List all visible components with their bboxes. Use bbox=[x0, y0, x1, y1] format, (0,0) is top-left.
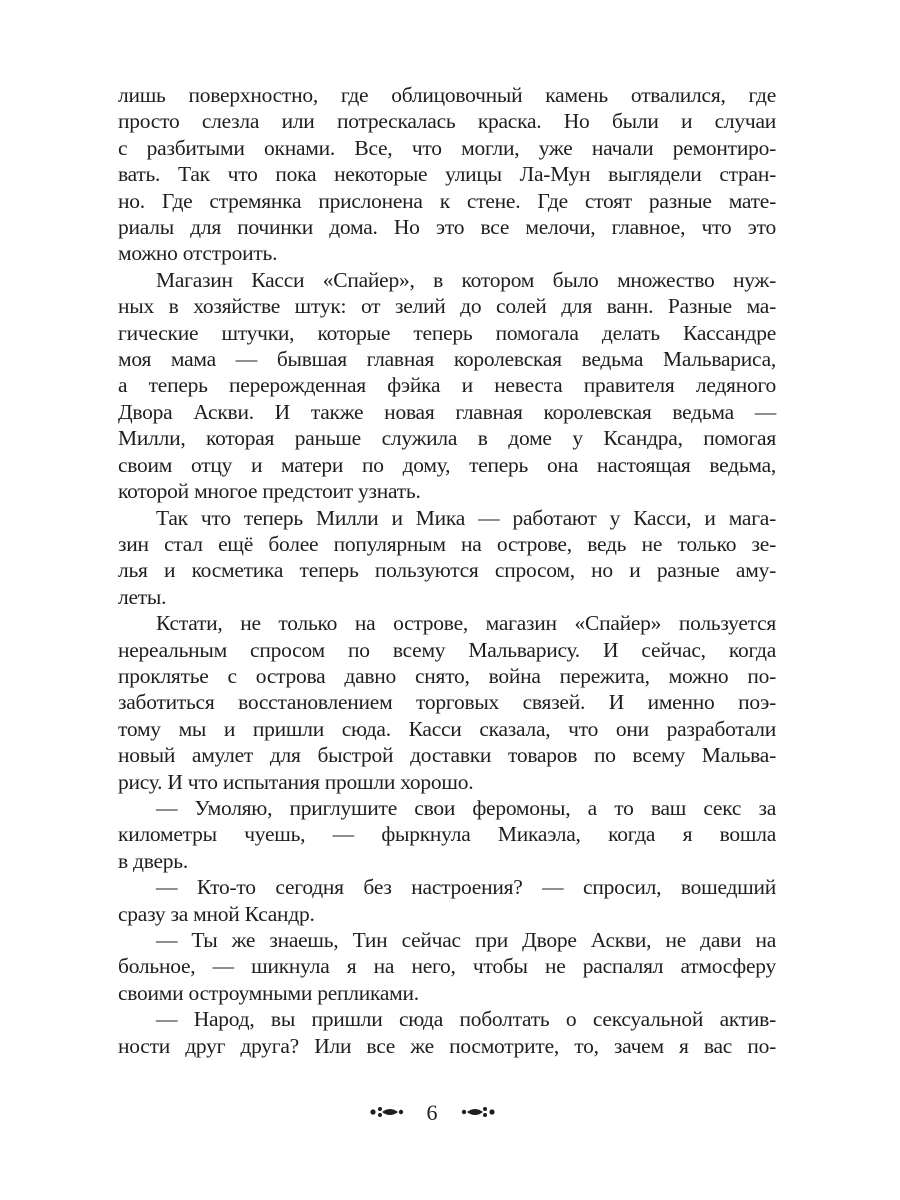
text-line: Кстати, не только на острове, магазин «Спайер» пользуется bbox=[156, 611, 776, 636]
text-line: Милли, которая раньше служила в доме у Ксандра, помогая bbox=[118, 426, 776, 451]
text-line: сразу за мной Ксандр. bbox=[118, 901, 315, 926]
floral-ornament-left-icon bbox=[368, 1104, 404, 1120]
text-line: лишь поверхностно, где облицовочный камень отвалился, где bbox=[118, 83, 776, 107]
text-line: километры чуешь, — фыркнула Микаэла, когда я вошла bbox=[118, 822, 776, 847]
floral-ornament-right-icon bbox=[461, 1104, 497, 1120]
text-line: ных в хозяйстве штук: от зелий до солей для ванн. Разные ма- bbox=[118, 294, 776, 319]
text-line: — Ты же знаешь, Тин сейчас при Дворе Аскви, не дави на bbox=[156, 928, 776, 952]
text-line: можно отстроить. bbox=[118, 241, 278, 266]
text-line: Так что теперь Милли и Мика — работают у Касси, и мага- bbox=[156, 505, 776, 530]
text-line: тому мы и пришли сюда. Касси сказала, что они разработали bbox=[118, 716, 776, 741]
text-line: леты. bbox=[118, 584, 167, 609]
text-line: новый амулет для быстрой доставки товаров по всему Мальва- bbox=[118, 743, 776, 768]
text-line: проклятье с острова давно снято, война пережита, можно по- bbox=[118, 663, 776, 688]
text-line: — Умоляю, приглушите свои феромоны, а то ваш секс за bbox=[156, 795, 776, 820]
text-line: — Народ, вы пришли сюда поболтать о сексуальной актив- bbox=[156, 1007, 776, 1032]
text-line: ности друг друга? Или все же посмотрите, то, зачем я вас по- bbox=[118, 1033, 776, 1058]
text-line: — Кто-то сегодня без настроения? — спросил, вошедший bbox=[156, 875, 776, 900]
text-line: моя мама — бывшая главная королевская ведьма Мальвариса, bbox=[118, 347, 776, 372]
page-number: 6 bbox=[426, 1100, 438, 1125]
text-line: а теперь перерожденная фэйка и невеста правителя ледяного bbox=[118, 373, 776, 398]
text-line: зин стал ещё более популярным на острове, ведь не только зе- bbox=[118, 531, 776, 556]
text-line: своим отцу и матери по дому, теперь она настоящая ведьма, bbox=[118, 452, 776, 477]
text-line: с разбитыми окнами. Все, что могли, уже начали ремонтиро- bbox=[118, 135, 776, 160]
text-line: рису. И что испытания прошли хорошо. bbox=[118, 769, 474, 794]
text-line: Двора Аскви. И также новая главная королевская ведьма — bbox=[118, 399, 776, 424]
text-line: больное, — шикнула я на него, чтобы не распалял атмосферу bbox=[118, 954, 776, 979]
text-line: риалы для починки дома. Но это все мелочи, главное, что это bbox=[118, 215, 776, 240]
page-body-text bbox=[118, 82, 776, 1059]
text-line: просто слезла или потрескалась краска. Но были и случаи bbox=[118, 109, 776, 134]
text-line: но. Где стремянка прислонена к стене. Где стоят разные мате- bbox=[118, 188, 776, 213]
text-line: в дверь. bbox=[118, 848, 188, 873]
text-line: лья и косметика теперь пользуются спросом, но и разные аму- bbox=[118, 558, 776, 583]
text-line: вать. Так что пока некоторые улицы Ла-Мун выглядели стран- bbox=[118, 162, 776, 187]
text-line: заботиться восстановлением торговых связей. И именно поэ- bbox=[118, 690, 776, 715]
text-line: нереальным спросом по всему Мальварису. И сейчас, когда bbox=[118, 637, 776, 662]
text-line: своими остроумными репликами. bbox=[118, 980, 419, 1005]
text-line: которой многое предстоит узнать. bbox=[118, 479, 421, 504]
text-line: Магазин Касси «Спайер», в котором было множество нуж- bbox=[156, 267, 776, 292]
text-line: гические штучки, которые теперь помогала делать Кассандре bbox=[118, 320, 776, 345]
page-footer bbox=[0, 1098, 900, 1128]
